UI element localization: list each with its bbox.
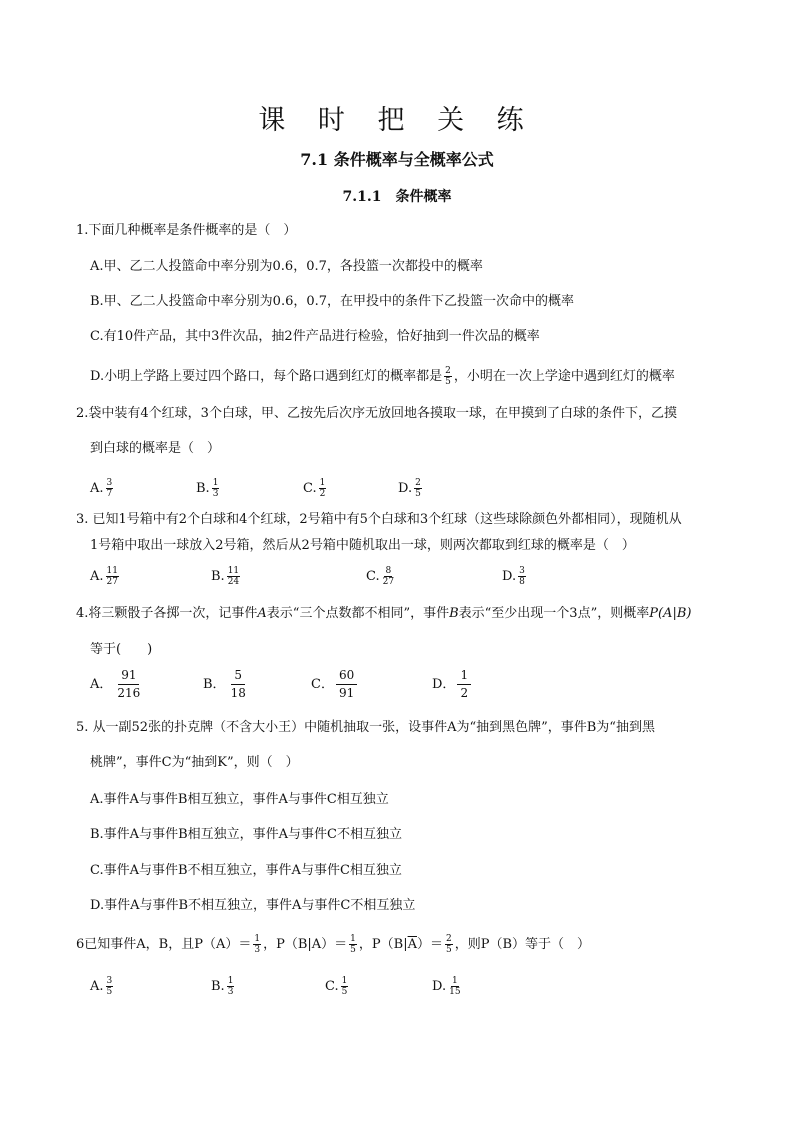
q6-fraction-1: $\frac{1}{3}$ xyxy=(254,934,261,955)
q3-stem-line2: 1号箱中取出一球放入2号箱，然后从2号箱中随机取出一球，则两次都取到红球的概率是（ ） xyxy=(90,538,635,553)
q4-option-b: B． $\frac{5}{18}$ xyxy=(203,668,246,700)
q3-option-b: B. $\frac{11}{24}$ xyxy=(211,566,240,587)
q6-option-b: B. $\frac{1}{3}$ xyxy=(211,976,234,997)
q1-option-a: A.甲、乙二人投篮命中率分别为0.6，0.7，各投篮一次都投中的概率 xyxy=(90,259,483,274)
q5-option-d: D.事件A与事件B不相互独立，事件A与事件C不相互独立 xyxy=(90,898,416,913)
q2-option-b: B. $\frac{1}{3}$ xyxy=(196,478,219,499)
q5-stem-line2: 桃牌”，事件C为“抽到K”，则（ ） xyxy=(90,755,299,770)
q3-option-a: A. $\frac{11}{27}$ xyxy=(90,566,118,587)
q2-stem-line2: 到白球的概率是（ ） xyxy=(90,441,221,456)
q3-stem-line1: 3. 已知1号箱中有2个白球和4个红球，2号箱中有5个白球和3个红球（这些球除颜色外都相同），现随机从 xyxy=(76,512,682,527)
q6-a-complement: $\overline{A}$ xyxy=(407,937,417,952)
q1-option-d-text: D.小明上学路上要过四个路口，每个路口遇到红灯的概率都是 xyxy=(90,369,443,384)
q4-option-c: C． $\frac{60}{91}$ xyxy=(311,668,359,701)
q5-option-a: A.事件A与事件B相互独立，事件A与事件C相互独立 xyxy=(90,792,389,807)
q6-option-d: D. $\frac{1}{15}$ xyxy=(432,976,461,997)
q4-stem-line2: 等于( ) xyxy=(90,642,153,657)
q6-fraction-2: $\frac{1}{5}$ xyxy=(350,934,356,955)
q6-stem: 6已知事件A，B，且P（A）＝ $\frac{1}{3}$ ，P（B|A）＝ $\frac{1}{5}$ ，$P(B|\overline{A})=$ $\frac{2}{5}$ ，则P（B）等于（ ） xyxy=(76,934,591,955)
q4-option-d: D． $\frac{1}{2}$ xyxy=(432,668,473,701)
q5-stem-line1: 5. 从一副52张的扑克牌（不含大小王）中随机抽取一张，设事件A为“抽到黑色牌”，事件B为“抽到黑 xyxy=(76,720,655,735)
q5-option-c: C.事件A与事件B不相互独立，事件A与事件C相互独立 xyxy=(90,863,402,878)
q4-option-a: A． $\frac{91}{216}$ xyxy=(90,668,141,700)
q1-option-b: B.甲、乙二人投篮命中率分别为0.6，0.7，在甲投中的条件下乙投篮一次命中的概率 xyxy=(90,294,575,309)
q2-option-a: A. $\frac{3}{7}$ xyxy=(90,478,113,499)
q2-stem-line1: 2.袋中装有4个红球，3个白球，甲、乙按先后次序无放回地各摸取一球，在甲摸到了白球的条件下，乙摸 xyxy=(76,406,677,421)
chapter-subtitle: 7.1 条件概率与全概率公式 xyxy=(300,150,494,169)
q1-option-d xyxy=(90,366,675,387)
q6-fraction-3: $\frac{2}{5}$ xyxy=(446,934,452,955)
section-heading: 7.1.1 条件概率 xyxy=(342,189,452,205)
q6-option-c: C. $\frac{1}{5}$ xyxy=(325,976,348,997)
q1-stem: 1.下面几种概率是条件概率的是（ ） xyxy=(76,223,297,238)
q1-option-c: C.有10件产品，其中3件次品，抽2件产品进行检验，恰好抽到一件次品的概率 xyxy=(90,329,540,344)
q3-option-d: D. $\frac{3}{8}$ xyxy=(502,566,525,587)
q4-stem-line1: 4.将三颗骰子各掷一次，记事件A表示“三个点数都不相同”，事件B表示“至少出现一个3点”，则概率P(A|B) xyxy=(76,606,692,621)
q1-option-d-text-end: ，小明在一次上学途中遇到红灯的概率 xyxy=(453,369,675,384)
q2-option-d: D. $\frac{2}{5}$ xyxy=(398,478,421,499)
q1-option-d-fraction: $\frac{2}{5}$ xyxy=(445,366,451,387)
q2-option-c: C. $\frac{1}{2}$ xyxy=(303,478,326,499)
q5-option-b: B.事件A与事件B相互独立，事件A与事件C不相互独立 xyxy=(90,827,402,842)
q6-option-a: A. $\frac{3}{5}$ xyxy=(90,976,113,997)
page-title: 课 时 把 关 练 xyxy=(258,105,536,136)
q3-option-c: C. $\frac{8}{27}$ xyxy=(366,566,395,587)
